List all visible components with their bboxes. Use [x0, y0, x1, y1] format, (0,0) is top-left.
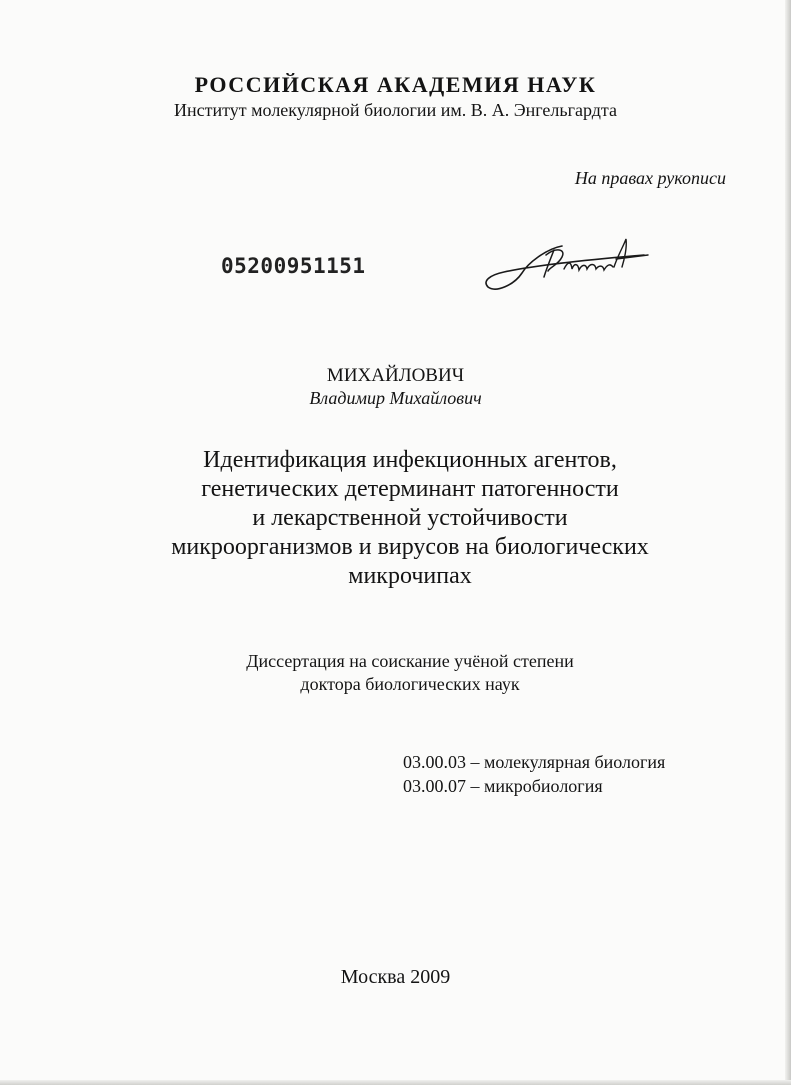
title-line: микроорганизмов и вирусов на биологических — [171, 534, 649, 560]
rights-note: На правах рукописи — [574, 168, 726, 188]
degree-statement — [160, 650, 660, 696]
author-surname: МИХАЙЛОВИЧ — [326, 365, 465, 386]
specialty-line: 03.00.07 – микробиология — [403, 776, 603, 796]
title-line: микрочипах — [348, 563, 472, 589]
specialty-line: 03.00.03 – молекулярная биология — [403, 752, 666, 772]
title-line: Идентификация инфекционных агентов, — [203, 447, 617, 473]
page-edge-right — [785, 0, 791, 1085]
specialty-codes — [403, 750, 665, 798]
page-edge-bottom — [0, 1080, 791, 1085]
academy-heading: РОССИЙСКАЯ АКАДЕМИЯ НАУК — [194, 72, 597, 97]
dissertation-title — [140, 446, 680, 591]
degree-line: доктора биологических наук — [300, 674, 520, 694]
degree-line: Диссертация на соискание учёной степени — [246, 651, 574, 671]
city-year: Москва 2009 — [340, 966, 451, 988]
author-name: Владимир Михайлович — [309, 388, 482, 408]
title-line: генетических детерминант патогенности — [201, 476, 619, 502]
title-line: и лекарственной устойчивости — [252, 505, 568, 531]
catalog-code: 05200951151 — [221, 254, 366, 278]
handwritten-signature — [476, 225, 651, 305]
institute-name: Институт молекулярной биологии им. В. А. Энгельгардта — [174, 100, 617, 120]
